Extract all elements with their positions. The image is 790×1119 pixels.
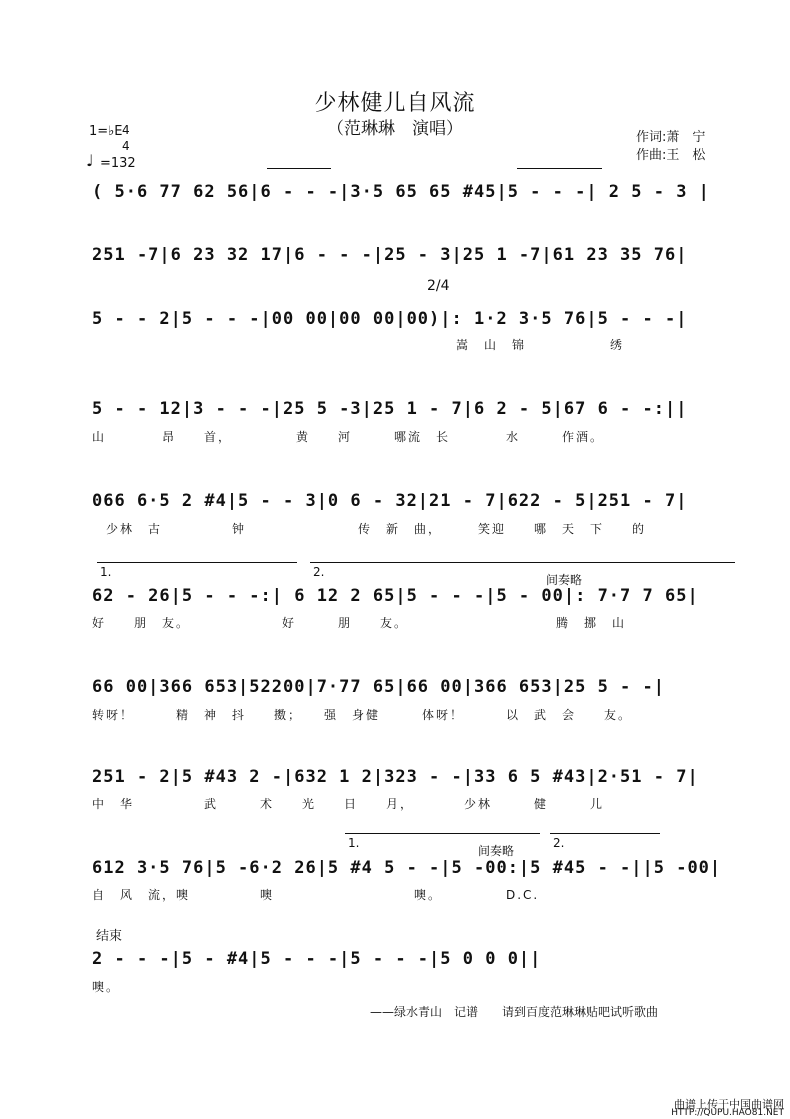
song-subtitle: （范琳琳 演唱） [327, 119, 463, 139]
time-change-marker: 2/4 [427, 278, 450, 294]
site-url: HTTP://QUPU.HAO81.NET [671, 1108, 784, 1118]
lyric-row-8: 中 华 武 术 光 日 月， 少林 健 儿 [92, 797, 605, 811]
lyric-row-10: 噢。 [92, 980, 121, 994]
volta-bracket-1 [97, 562, 297, 563]
volta-1-first: 1. [100, 565, 112, 579]
volta-1-second: 1. [348, 836, 360, 850]
volta-bracket-3 [345, 833, 540, 834]
footer-credit: ——绿水青山 记谱 请到百度范琳琳贴吧试听歌曲 [370, 1005, 659, 1019]
lyric-row-4: 山 昂 首， 黄 河 哪流 长 水 作酒。 [92, 430, 605, 444]
end-label: 结束 [96, 929, 123, 944]
notation-row-6: 62 - 26|5 - - -:| 6 12 2 65|5 - - -|5 - 00|: 7·7 7 65| [92, 586, 699, 606]
lyric-row-5: 少林 古 钟 传 新 曲， 笑迎 哪 天 下 的 [92, 522, 647, 536]
notation-row-7: 66 00|366 653|52200|7·77 65|66 00|366 653|25 5 - -| [92, 677, 665, 697]
lyricist: 作词:萧 宁 [636, 130, 706, 145]
time-signature-top: 4 [122, 123, 130, 137]
volta-bracket-4 [550, 833, 660, 834]
volta-bracket-2 [310, 562, 735, 563]
notation-row-9: 612 3·5 76|5 -6·2 26|5 #4 5 - -|5 -00:|5 #45 - -||5 -00| [92, 858, 722, 878]
notation-row-3: 5 - - 2|5 - - -|00 00|00 00|00)|: 1·2 3·5 76|5 - - -| [92, 309, 688, 329]
tempo-marking: =132 [100, 156, 136, 171]
volta-2-second: 2. [553, 836, 565, 850]
fermata-line-2 [517, 168, 602, 169]
lyric-row-3: 嵩 山 锦 绣 [92, 338, 625, 352]
notation-row-2: 251 -7|6 23 32 17|6 - - -|25 - 3|25 1 -7|61 23 35 76| [92, 245, 688, 265]
notation-row-10: 2 - - -|5 - #4|5 - - -|5 - - -|5 0 0 0|| [92, 949, 542, 969]
volta-2-first: 2. [313, 565, 325, 579]
quarter-note-icon: ♩ [86, 151, 94, 170]
notation-row-1: ( 5·6 77 62 56|6 - - -|3·5 65 65 #45|5 - - -| 2 5 - 3 | [92, 182, 710, 202]
lyric-row-9: 自 风 流，噢 噢 噢。 D.C. [92, 888, 540, 902]
interlude-label-2: 间奏略 [478, 844, 515, 858]
site-name: 曲谱上传于中国曲谱网 [674, 1098, 784, 1111]
lyric-row-6: 好 朋 友。 好 朋 友。 腾 挪 山 [92, 616, 627, 630]
song-title: 少林健儿自风流 [314, 91, 476, 116]
composer: 作曲:王 松 [636, 148, 706, 163]
key-signature: 1=♭E [89, 124, 123, 139]
fermata-line-1 [267, 168, 331, 169]
notation-row-4: 5 - - 12|3 - - -|25 5 -3|25 1 - 7|6 2 - 5|67 6 - -:|| [92, 399, 688, 419]
time-signature-bottom: 4 [122, 139, 130, 153]
interlude-label-1: 间奏略 [546, 573, 583, 587]
notation-row-8: 251 - 2|5 #43 2 -|632 1 2|323 - -|33 6 5 #43|2·51 - 7| [92, 767, 699, 787]
notation-row-5: 066 6·5 2 #4|5 - - 3|0 6 - 32|21 - 7|622 - 5|251 - 7| [92, 491, 688, 511]
lyric-row-7: 转呀！ 精 神 抖 擞； 强 身健 体呀！ 以 武 会 友。 [92, 708, 633, 722]
